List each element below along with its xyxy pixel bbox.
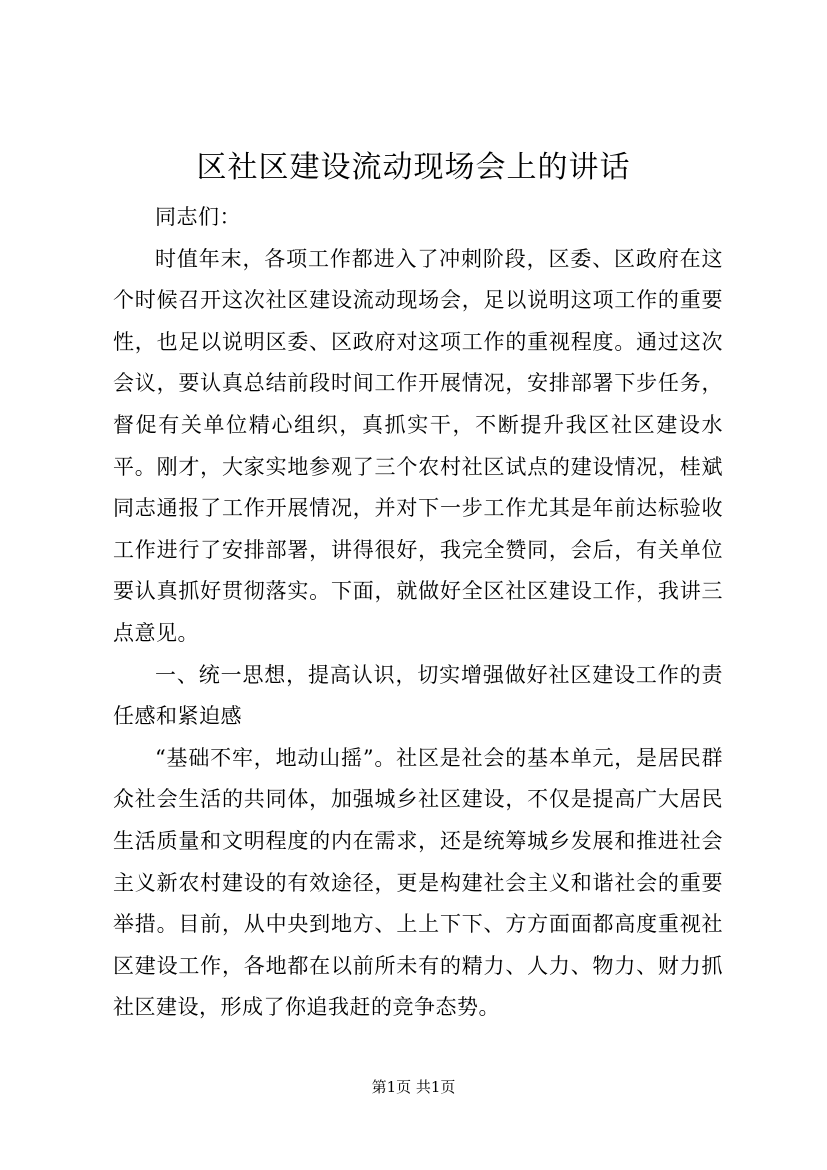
section-1-paragraph: “基础不牢，地动山摇”。社区是社会的基本单元，是居民群众社会生活的共同体，加强城乡社区建设，不仅是提高广大居民生活质量和文明程度的内在需求，还是统筹城乡发展和推进社会主义新农村建设的有效途径，更是构建社会主义和谐社会的重要举措。目前，从中央到地方、上上下下、方方面面都高度重视社区建设工作，各地都在以前所未有的精力、人力、物力、财力抓社区建设，形成了你追我赶的竞争态势。: [113, 745, 723, 1020]
intro-paragraph: 时值年末，各项工作都进入了冲刺阶段，区委、区政府在这个时候召开这次社区建设流动现场会，足以说明这项工作的重要性，也足以说明区委、区政府对这项工作的重视程度。通过这次会议，要认真总结前段时间工作开展情况，安排部署下步任务，督促有关单位精心组织，真抓实干，不断提升我区社区建设水平。刚才，大家实地参观了三个农村社区试点的建设情况，桂斌同志通报了工作开展情况，并对下一步工作尤其是年前达标验收工作进行了安排部署，讲得很好，我完全赞同，会后，有关单位要认真抓好贯彻落实。下面，就做好全区社区建设工作，我讲三点意见。: [113, 246, 723, 645]
page-footer: 第1页 共1页: [371, 1078, 456, 1096]
document-body: [113, 197, 723, 1029]
document-title: 区社区建设流动现场会上的讲话: [196, 150, 631, 185]
salutation-paragraph: 同志们：: [155, 205, 241, 229]
section-heading-1: 一、统一思想，提高认识，切实增强做好社区建设工作的责任感和紧迫感: [113, 662, 723, 729]
